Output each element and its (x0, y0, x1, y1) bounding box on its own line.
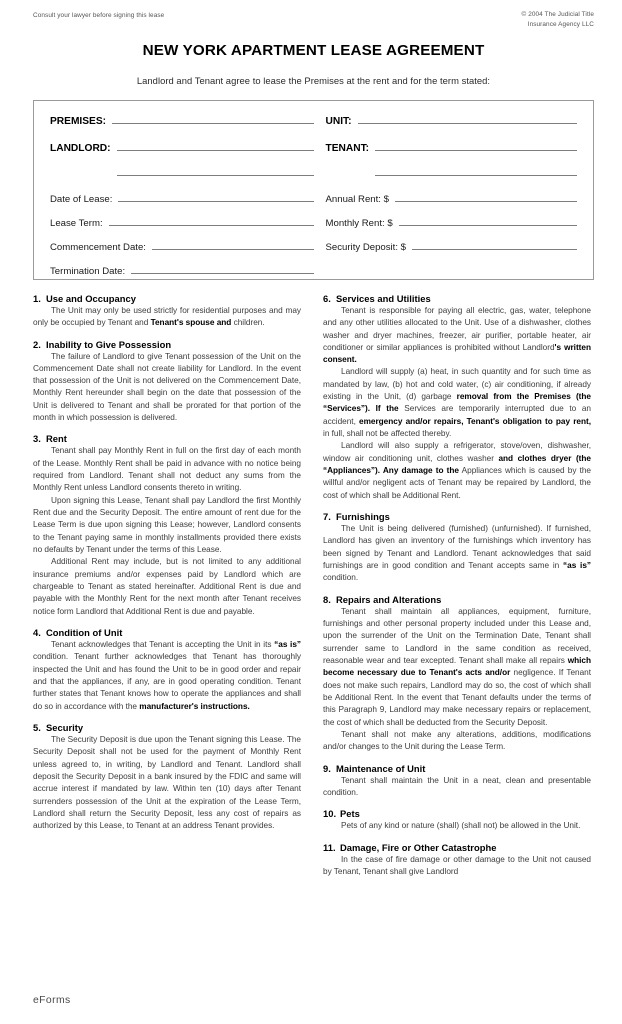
clause-10-pets (323, 808, 591, 832)
copyright-notice (522, 10, 594, 30)
clause-6-text-2d: emergency and/or repairs, Tenant's obligation to pay rent, (359, 416, 591, 426)
clause-8-text-b: which become necessary due to Tenant's acts and/or (323, 656, 591, 678)
clause-1-title: Use and Occupancy (46, 292, 136, 304)
annual-rent-field (314, 191, 578, 205)
landlord-field (50, 140, 314, 154)
form-spacer-4 (50, 205, 577, 215)
security-deposit-input[interactable] (412, 239, 577, 250)
clause-6-paragraph-3 (323, 440, 591, 502)
clause-6-text-2b: removal from the Premises (the “Services”). If the (323, 392, 591, 414)
clause-6-text-3b: and clothes dryer (the “Appliances”). Any damage to the (323, 453, 591, 476)
clause-8-paragraph-1 (323, 606, 591, 729)
clause-10-number: 10. (323, 808, 337, 820)
clause-7-title: Furnishings (336, 511, 390, 523)
clause-11-paragraph-1: In the case of fire damage or other damage to the Unit not caused by Tenant, Tenant shall give Landlord (323, 854, 591, 876)
clause-8-number: 8. (323, 593, 331, 605)
right-column (323, 293, 591, 878)
landlord-field-2 (50, 165, 314, 179)
clause-6-paragraph-2 (323, 366, 591, 440)
date-of-lease-input[interactable] (118, 191, 313, 202)
clause-9-maintenance-of-unit (323, 763, 591, 800)
clause-11-number: 11. (323, 841, 336, 853)
clause-8-paragraph-2: Tenant shall not make any alterations, additions, modifications and/or changes to the Unit during the Lease Term. (323, 730, 591, 752)
clause-5-security (33, 722, 301, 833)
clauses-columns (33, 293, 594, 878)
clause-9-paragraph-1: Tenant shall maintain the Unit in a neat, clean and presentable condition. (323, 775, 591, 797)
clause-7-text-a: The Unit is being delivered (furnished) (unfurnished). If furnished, Landlord has given an inventory of the furnishings which inventory has been signed by Tenant and Landlord. Tenant acknowledges that said furnishings are in good condition and Tenant accepts same in (323, 524, 591, 571)
premises-field (50, 113, 314, 127)
left-column (33, 293, 301, 878)
clause-6-paragraph-1 (323, 305, 591, 367)
tenant-label: TENANT: (325, 142, 370, 154)
monthly-rent-field (314, 215, 578, 229)
clause-8-text-a: Tenant shall maintain all appliances, equipment, furniture, furnishings and other personal property included under this Lease and, upon the surrender of the Unit on the Termination Date, Tenant shall surrender same to Landlord in the same condition as received, reasonable wear and tear excepted. Tenant shall make all repairs (323, 606, 591, 666)
clause-9-title: Maintenance of Unit (336, 762, 426, 774)
commencement-date-field (50, 239, 314, 253)
clause-6-number: 6. (323, 292, 331, 304)
clause-3-number: 3. (33, 433, 41, 445)
clause-5-paragraph-1: The Security Deposit is due upon the Tenant signing this Lease. The Security Deposit shall not be used for the payment of Monthly Rent unless agreed to, in writing, by Landlord and Tenant. Landlord shall deposit the Security Deposit in a bank insured by the FDIC and same will accrue interest if mandated by law. Within ten (10) days after Tenant surrenders possession of the Unit at the expiration of the Lease Term, Landlord shall return the Security Deposit, less any cost of repairs as authorized by this Lease, to Tenant at an address Tenant provides. (33, 735, 301, 831)
form-spacer-5 (50, 229, 577, 239)
clause-4-number: 4. (33, 627, 41, 639)
commencement-date-label: Commencement Date: (50, 241, 146, 253)
clause-7-text-b: “as is” (563, 561, 592, 571)
lease-term-label: Lease Term: (50, 217, 103, 229)
clause-9-number: 9. (323, 762, 331, 774)
clause-4-text-a: Tenant acknowledges that Tenant is accepting the Unit in its (51, 640, 275, 650)
form-spacer-6 (50, 253, 577, 263)
form-spacer-1 (50, 127, 577, 140)
clause-2-number: 2. (33, 338, 41, 350)
clause-4-title: Condition of Unit (46, 627, 123, 639)
clause-5-number: 5. (33, 722, 41, 734)
clause-2-paragraph-1: The failure of Landlord to give Tenant possession of the Unit on the Commencement Date shall not create liability for Landlord. In the event that possession of the Unit is not delivered on the Commencement Date, Monthly Rent hereunder shall begin on the date that possession of the Unit is delivered to Tenant and shall be prorated for that portion of the month in which possession is delivered. (33, 351, 301, 423)
clause-5-title: Security (46, 722, 84, 734)
clause-2-heading (33, 339, 301, 350)
security-deposit-field (314, 239, 578, 253)
landlord-input[interactable] (117, 140, 314, 151)
clause-6-text-2c: Services are temporarily interrupted due to an accident, (323, 404, 592, 426)
clause-4-text-d: manufacturer's instructions. (139, 701, 250, 711)
clause-8-repairs-and-alterations (323, 594, 591, 754)
clause-6-services-and-utilities (323, 293, 591, 502)
commencement-date-input[interactable] (152, 239, 314, 250)
clause-8-title: Repairs and Alterations (336, 593, 442, 605)
monthly-rent-label: Monthly Rent: $ (325, 217, 393, 229)
security-deposit-label: Security Deposit: $ (325, 241, 407, 253)
clause-4-text-c: condition. Tenant further acknowledges that Tenant has thoroughly inspected the Unit and has found the Unit to be in good order and repair and that the appliances, if any, are in good operating condition. Tenant further states that Tenant knows how to operate the appliances and shall do so in accordance with the (33, 652, 301, 711)
form-spacer-2 (50, 154, 577, 165)
clause-11-heading (323, 842, 591, 853)
clause-4-text-b: “as is” (274, 640, 301, 650)
clause-3-heading (33, 433, 301, 444)
premises-input[interactable] (112, 113, 313, 124)
clause-6-text-1a: Tenant is responsible for paying all electric, gas, water, telephone and any other utilities allocated to the Unit. Use of a dishwasher, clothes washer and dryer machines, freezer, air purifier, portable heater, air conditioner or similar appliances is prohibited without Landlord (323, 305, 591, 352)
unit-label: UNIT: (325, 115, 352, 127)
clause-9-heading (323, 763, 591, 774)
clause-6-text-1b: 's written consent. (323, 342, 591, 365)
document-header (33, 10, 594, 30)
clause-5-heading (33, 722, 301, 733)
clause-1-heading (33, 293, 301, 304)
clause-4-paragraph-1 (33, 639, 301, 713)
clause-1-number: 1. (33, 292, 41, 304)
clause-4-heading (33, 627, 301, 638)
lease-term-field (50, 215, 314, 229)
clause-6-text-3c: Appliances which is caused by the willful and/or negligent acts of Tenant may be repaired by Landlord, the cost of which shall be Additional Rent. (323, 466, 591, 500)
annual-rent-input[interactable] (395, 191, 577, 202)
clause-1-text-c: children. (231, 318, 265, 328)
clause-11-title: Damage, Fire or Other Catastrophe (340, 841, 497, 853)
landlord-input-2[interactable] (117, 165, 314, 176)
termination-date-field (50, 263, 314, 277)
clause-3-paragraph-1: Tenant shall pay Monthly Rent in full on the first day of each month of the Lease. Monthly Rent shall be paid in advance with no notice being required from Landlord. Tenant shall not deduct any sums from the Monthly Rent unless Landlord consents thereto in writing. (33, 446, 301, 493)
clause-10-paragraph-1: Pets of any kind or nature (shall) (shall not) be allowed in the Unit. (341, 821, 581, 831)
clause-6-heading (323, 293, 591, 304)
clause-1-text-b: Tenant's spouse and (150, 318, 232, 328)
premises-label: PREMISES: (50, 115, 107, 127)
clause-6-title: Services and Utilities (336, 292, 431, 304)
clause-3-rent (33, 433, 301, 618)
tenant-field (314, 140, 578, 154)
clause-10-title: Pets (340, 808, 360, 820)
form-spacer-3 (50, 179, 577, 191)
page-subtitle: Landlord and Tenant agree to lease the Premises at the rent and for the term stated: (136, 74, 491, 86)
clause-1-paragraph-1 (33, 305, 301, 330)
clause-6-text-3a: Landlord will also supply a refrigerator, stove/oven, dishwasher, window air conditioning unit, clothes washer (323, 441, 591, 463)
form-empty-line (332, 263, 578, 274)
monthly-rent-input[interactable] (399, 215, 577, 226)
form-empty-cell (314, 263, 578, 277)
tenant-field-2 (314, 165, 578, 179)
annual-rent-label: Annual Rent: $ (325, 193, 389, 205)
clause-6-text-2e: in full, shall not be affected thereby. (323, 429, 452, 439)
termination-date-label: Termination Date: (50, 265, 126, 277)
clause-1-use-and-occupancy (33, 293, 301, 330)
clause-7-text-c: condition. (323, 573, 359, 583)
clause-7-paragraph-1 (323, 523, 591, 585)
date-of-lease-label: Date of Lease: (50, 193, 113, 205)
unit-field (314, 113, 578, 127)
clause-8-text-c: negligence. If Tenant does not make such repairs, Landlord may do so, the cost of which shall be Additional Rent. In the event that Tenant defaults under the terms of this Paragraph 9, Landlord may make necessary repairs or replacement, the cost of which shall be deducted from the Security Deposit. (323, 668, 591, 727)
clause-4-condition-of-unit (33, 627, 301, 713)
eforms-brand-footer: eForms (33, 995, 71, 1006)
tenant-input[interactable] (375, 140, 577, 151)
clause-10-heading (323, 808, 591, 819)
clause-1-text-a: The Unit may only be used strictly for residential purposes and may only be occupied by Tenant and (33, 305, 301, 328)
lease-term-input[interactable] (109, 215, 314, 226)
clause-3-paragraph-2: Upon signing this Lease, Tenant shall pay Landlord the first Monthly Rent due and the Security Deposit. The entire amount of rent due for the Lease Term is due upon signing this Lease; however, Landlord consents to the Tenant paying same in monthly installments provided there exists no defaults by Tenant under the terms of this Lease. (33, 495, 301, 555)
form-row-premises-unit (50, 113, 577, 127)
landlord-label: LANDLORD: (50, 142, 111, 154)
clause-3-title: Rent (46, 433, 67, 445)
form-row-landlord-tenant (50, 140, 577, 154)
clause-11-damage-fire-or-other-catastrophe (323, 842, 591, 879)
clause-2-title: Inability to Give Possession (46, 338, 172, 350)
form-row-landlord-tenant-second (50, 165, 577, 179)
clause-8-heading (323, 594, 591, 605)
copyright-line-1: © 2004 The Judicial Title (521, 11, 594, 18)
lawyer-disclaimer: Consult your lawyer before signing this lease (33, 12, 165, 19)
form-row-date-annual (50, 191, 577, 205)
date-of-lease-field (50, 191, 314, 205)
tenant-input-2[interactable] (375, 165, 577, 176)
clause-7-furnishings (323, 511, 591, 585)
termination-date-input[interactable] (131, 263, 313, 274)
clause-2-inability-to-give-possession (33, 339, 301, 425)
form-row-term-monthly (50, 215, 577, 229)
clause-3-paragraph-3: Additional Rent may include, but is not limited to any additional insurance premiums and/or expenses paid by Landlord which are chargeable to Tenant as stated hereinafter. Additional Rent is due and payable with the Monthly Rent for the next month after Tenant receives notice form Landlord that Additional Rent is due and payable. (33, 557, 301, 616)
unit-input[interactable] (358, 113, 577, 124)
form-row-commencement-security (50, 239, 577, 253)
form-row-termination (50, 263, 577, 277)
clause-7-heading (323, 511, 591, 522)
lease-details-form (33, 100, 594, 280)
copyright-line-2: Insurance Agency LLC (527, 20, 594, 28)
clause-7-number: 7. (323, 511, 331, 523)
clause-6-text-2a: Landlord will supply (a) heat, in such quantity and for such time as mandated by law, (b) hot and cold water, (c) air conditioning, if already existing in the Unit, (d) garbage (323, 367, 591, 402)
page-title: NEW YORK APARTMENT LEASE AGREEMENT (142, 41, 485, 59)
